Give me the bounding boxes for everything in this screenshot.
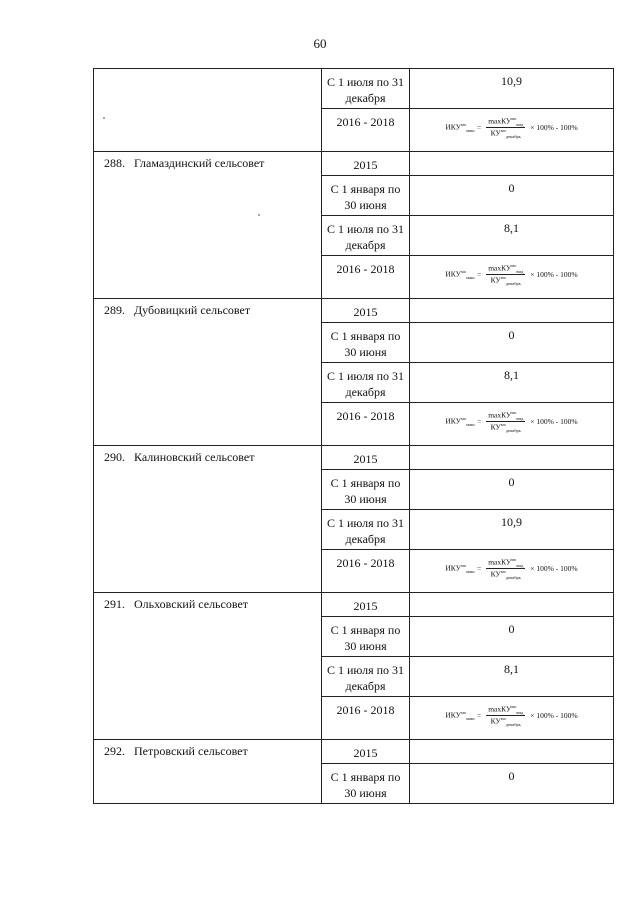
period-cell	[322, 697, 410, 740]
period-cell	[322, 109, 410, 152]
index-value: 8,1	[504, 368, 519, 382]
period-label: С 1 января по 30 июня	[330, 770, 401, 800]
period-label: С 1 июля по 31 декабря	[326, 222, 405, 252]
value-cell	[410, 109, 614, 152]
value-cell	[410, 69, 614, 109]
index-value: 0	[508, 769, 515, 783]
period-label: С 1 января по 30 июня	[330, 476, 401, 506]
period-label: 2015	[353, 599, 378, 613]
index-value: 10,9	[501, 74, 522, 88]
period-cell	[322, 256, 410, 299]
settlement-name: Гламаздинский сельсовет	[134, 156, 265, 170]
value-cell	[410, 550, 614, 593]
period-label: 2015	[353, 305, 378, 319]
row-number: 291.	[104, 597, 125, 611]
value-cell	[410, 446, 614, 470]
formula-fraction: $\frac{\max КУ^{мо}_{вид}}{КУ^{мо}_{декабрь}}$	[488, 410, 524, 433]
period-cell	[322, 470, 410, 510]
period-cell	[322, 617, 410, 657]
value-cell	[410, 363, 614, 403]
period-label: 2015	[353, 452, 378, 466]
formula-tail: × 100% - 100%	[530, 564, 578, 573]
settlement-cell	[94, 152, 322, 299]
period-label: 2016 - 2018	[336, 115, 395, 129]
formula-fraction: $\frac{\max КУ^{мо}_{вид}}{КУ^{мо}_{декабрь}}$	[488, 116, 524, 139]
index-formula	[410, 697, 613, 727]
tariff-index-table	[93, 68, 614, 804]
value-cell	[410, 176, 614, 216]
row-number: 288.	[104, 156, 125, 170]
period-cell	[322, 152, 410, 176]
index-value	[410, 299, 613, 304]
formula-fraction: $\frac{\max КУ^{мо}_{вид}}{КУ^{мо}_{декабрь}}$	[488, 557, 524, 580]
period-cell	[322, 510, 410, 550]
row-number: 292.	[104, 744, 125, 758]
period-cell	[322, 216, 410, 256]
settlement-cell	[94, 740, 322, 804]
period-cell	[322, 299, 410, 323]
table-row	[94, 446, 614, 470]
settlement-name: Ольховский сельсовет	[134, 597, 249, 611]
period-cell	[322, 550, 410, 593]
formula-eq: =	[476, 270, 482, 279]
value-cell	[410, 256, 614, 299]
period-label: 2015	[353, 158, 378, 172]
settlement-cell	[94, 446, 322, 593]
formula-lhs: $ИКУ^{мо}_{макс}$	[445, 710, 475, 721]
period-cell	[322, 740, 410, 764]
index-value: 8,1	[504, 221, 519, 235]
formula-fraction: $\frac{\max КУ^{мо}_{вид}}{КУ^{мо}_{декабрь}}$	[488, 704, 524, 727]
period-label: С 1 июля по 31 декабря	[326, 516, 405, 546]
value-cell	[410, 323, 614, 363]
index-value: 0	[508, 181, 515, 195]
period-label: С 1 июля по 31 декабря	[326, 75, 405, 105]
value-cell	[410, 216, 614, 256]
table-row	[94, 299, 614, 323]
formula-fraction: $\frac{\max КУ^{мо}_{вид}}{КУ^{мо}_{декабрь}}$	[488, 263, 524, 286]
period-label: С 1 июля по 31 декабря	[326, 663, 405, 693]
period-label: 2015	[353, 746, 378, 760]
index-formula	[410, 109, 613, 139]
formula-eq: =	[476, 417, 482, 426]
value-cell	[410, 740, 614, 764]
value-cell	[410, 617, 614, 657]
period-label: С 1 января по 30 июня	[330, 623, 401, 653]
index-value	[410, 593, 613, 598]
settlement-cell	[94, 299, 322, 446]
formula-tail: × 100% - 100%	[530, 711, 578, 720]
index-formula	[410, 550, 613, 580]
period-label: 2016 - 2018	[336, 703, 395, 717]
period-cell	[322, 69, 410, 109]
period-cell	[322, 446, 410, 470]
formula-eq: =	[476, 711, 482, 720]
period-cell	[322, 593, 410, 617]
formula-tail: × 100% - 100%	[530, 417, 578, 426]
period-cell	[322, 657, 410, 697]
formula-lhs: $ИКУ^{мо}_{макс}$	[445, 269, 475, 280]
period-cell	[322, 363, 410, 403]
value-cell	[410, 152, 614, 176]
value-cell	[410, 697, 614, 740]
period-label: С 1 июля по 31 декабря	[326, 369, 405, 399]
table-row	[94, 740, 614, 764]
value-cell	[410, 510, 614, 550]
formula-lhs: $ИКУ^{мо}_{макс}$	[445, 122, 475, 133]
settlement-cell	[94, 69, 322, 152]
index-value: 8,1	[504, 662, 519, 676]
period-label: 2016 - 2018	[336, 262, 395, 276]
period-label: 2016 - 2018	[336, 556, 395, 570]
settlement-cell	[94, 593, 322, 740]
table-row	[94, 69, 614, 109]
settlement-name: Калиновский сельсовет	[134, 450, 255, 464]
period-cell	[322, 176, 410, 216]
value-cell	[410, 593, 614, 617]
value-cell	[410, 657, 614, 697]
period-cell	[322, 403, 410, 446]
formula-eq: =	[476, 564, 482, 573]
index-value: 0	[508, 475, 515, 489]
value-cell	[410, 764, 614, 804]
index-value: 0	[508, 622, 515, 636]
index-value	[410, 740, 613, 745]
index-formula	[410, 256, 613, 286]
period-label: С 1 января по 30 июня	[330, 329, 401, 359]
index-value	[410, 152, 613, 157]
scan-speck	[258, 214, 260, 216]
table-row	[94, 593, 614, 617]
period-label: 2016 - 2018	[336, 409, 395, 423]
value-cell	[410, 299, 614, 323]
value-cell	[410, 403, 614, 446]
row-number: 290.	[104, 450, 125, 464]
period-cell	[322, 323, 410, 363]
period-cell	[322, 764, 410, 804]
table-row	[94, 152, 614, 176]
index-value: 0	[508, 328, 515, 342]
settlement-name: Петровский сельсовет	[134, 744, 248, 758]
formula-tail: × 100% - 100%	[530, 123, 578, 132]
formula-lhs: $ИКУ^{мо}_{макс}$	[445, 416, 475, 427]
settlement-name: Дубовицкий сельсовет	[134, 303, 251, 317]
index-value	[410, 446, 613, 451]
formula-lhs: $ИКУ^{мо}_{макс}$	[445, 563, 475, 574]
formula-tail: × 100% - 100%	[530, 270, 578, 279]
index-value: 10,9	[501, 515, 522, 529]
row-number: 289.	[104, 303, 125, 317]
period-label: С 1 января по 30 июня	[330, 182, 401, 212]
formula-eq: =	[476, 123, 482, 132]
index-formula	[410, 403, 613, 433]
value-cell	[410, 470, 614, 510]
page-number: 60	[313, 36, 327, 51]
scan-speck	[103, 117, 105, 119]
